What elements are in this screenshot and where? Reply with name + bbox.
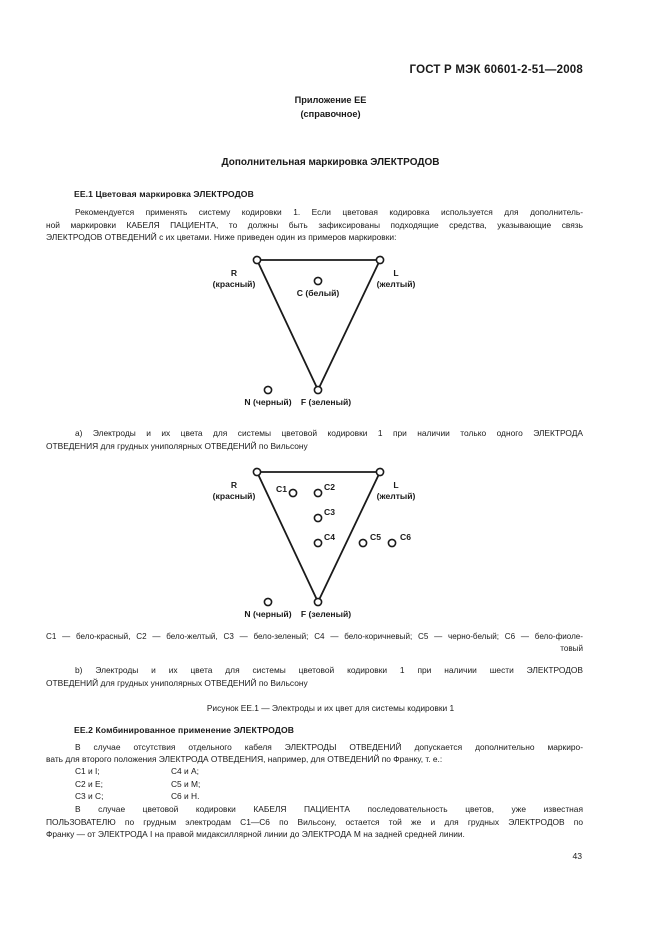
label-n: N (черный) (244, 397, 292, 407)
section-1-para-line-3: ЭЛЕКТРОДОВ ОТВЕДЕНИЙ с их цветами. Ниже приведен один из примеров маркировки: (46, 232, 397, 242)
annex-subtitle: (справочное) (300, 109, 361, 119)
pair-right-2: С5 и М; (171, 779, 201, 789)
diagram-b (0, 452, 661, 622)
page-number: 43 (572, 851, 582, 861)
pair-right-3: С6 и Н. (171, 791, 200, 801)
label-f: F (зеленый) (300, 609, 352, 619)
label-r: R (230, 268, 238, 278)
electrode-r (253, 468, 260, 475)
electrode-c2 (314, 489, 321, 496)
electrode-c3 (314, 514, 321, 521)
caption-a-line-1: а) Электроды и их цвета для системы цветовой кодировки 1 при наличии только одного ЭЛЕКТРОДА (75, 428, 583, 438)
electrode-c1 (289, 489, 296, 496)
electrode-f (314, 598, 321, 605)
electrode-c6 (388, 539, 395, 546)
caption-b-line-2: ОТВЕДЕНИЙ для грудных униполярных ОТВЕДЕНИЙ по Вильсону (46, 678, 308, 688)
electrode-l (376, 468, 383, 475)
label-r: R (230, 480, 238, 490)
electrode-f (314, 386, 321, 393)
electrode-l (376, 256, 383, 263)
electrode-n (264, 386, 271, 393)
legend-line-1: С1 — бело-красный, С2 — бело-желтый, С3 — бело-зеленый; С4 — бело-коричневый; С5 — черно-белый; С6 — бело-фиоле- (46, 632, 583, 641)
electrode-n (264, 598, 271, 605)
figure-caption: Рисунок ЕЕ.1 — Электроды и их цвет для системы кодировки 1 (206, 703, 455, 713)
triangle-right-edge (318, 260, 380, 390)
section-2-heading: ЕЕ.2 Комбинированное применение ЭЛЕКТРОДОВ (74, 725, 295, 735)
label-r-color: (красный) (212, 279, 256, 289)
label-c5: C5 (370, 532, 381, 542)
electrode-c (314, 277, 321, 284)
pair-left-2: С2 и Е; (75, 779, 103, 789)
electrode-c5 (359, 539, 366, 546)
label-c: С (белый) (296, 288, 340, 298)
caption-b-line-1: b) Электроды и их цвета для системы цветовой кодировки 1 при наличии шести ЭЛЕКТРОДОВ (75, 665, 583, 675)
section-2-para1-line-2: вать для второго положения ЭЛЕКТРОДА ОТВЕДЕНИЯ, например, для ОТВЕДЕНИЙ по Франку, т. е.: (46, 754, 443, 764)
main-title: Дополнительная маркировка ЭЛЕКТРОДОВ (221, 157, 440, 168)
annex-title: Приложение ЕЕ (294, 95, 367, 105)
label-r-color: (красный) (212, 491, 256, 501)
section-2-para1-line-1: В случае отсутствия отдельного кабеля ЭЛЕКТРОДЫ ОТВЕДЕНИЙ допускается дополнительно маркиро- (75, 742, 583, 752)
label-f: F (зеленый) (300, 397, 352, 407)
standard-header: ГОСТ Р МЭК 60601-2-51—2008 (409, 64, 583, 76)
section-2-para2-line-3: Франку — от ЭЛЕКТРОДА I на правой мидаксиллярной линии до ЭЛЕКТРОДА М на задней средней линии. (46, 829, 465, 839)
label-c1: C1 (276, 484, 287, 494)
label-c2: C2 (324, 482, 335, 492)
section-2-para2-line-2: ПОЛЬЗОВАТЕЛЮ по грудным электродам С1—С6 по Вильсону, остается той же и для грудных ЭЛЕКТРОДОВ по (46, 817, 583, 827)
label-c4: C4 (324, 532, 335, 542)
electrode-c4 (314, 539, 321, 546)
label-c6: C6 (400, 532, 411, 542)
section-1-para-line-2: ной маркировки КАБЕЛЯ ПАЦИЕНТА, то должны быть зафиксированы подходящие средства, указывающие связь (46, 220, 583, 230)
label-n: N (черный) (244, 609, 292, 619)
pair-right-1: С4 и А; (171, 766, 199, 776)
diagram-a (0, 240, 661, 420)
electrode-r (253, 256, 260, 263)
pair-left-3: С3 и С; (75, 791, 104, 801)
label-c3: C3 (324, 507, 335, 517)
section-2-para2-line-1: В случае цветовой кодировки КАБЕЛЯ ПАЦИЕНТА последовательность цветов, уже известная (75, 804, 583, 814)
label-l-color: (желтый) (376, 491, 416, 501)
legend-line-2: товый (560, 644, 583, 653)
triangle-left-edge (257, 260, 318, 390)
label-l-color: (желтый) (376, 279, 416, 289)
caption-a-line-2: ОТВЕДЕНИЯ для грудных униполярных ОТВЕДЕНИЙ по Вильсону (46, 441, 308, 451)
pair-left-1: С1 и I; (75, 766, 100, 776)
section-1-heading: ЕЕ.1 Цветовая маркировка ЭЛЕКТРОДОВ (74, 189, 254, 199)
section-1-para-line-1: Рекомендуется применять систему кодировки 1. Если цветовая кодировка используется для дополнитель- (75, 207, 583, 217)
triangle-left-edge (257, 472, 318, 602)
label-l: L (393, 480, 399, 490)
label-l: L (393, 268, 399, 278)
